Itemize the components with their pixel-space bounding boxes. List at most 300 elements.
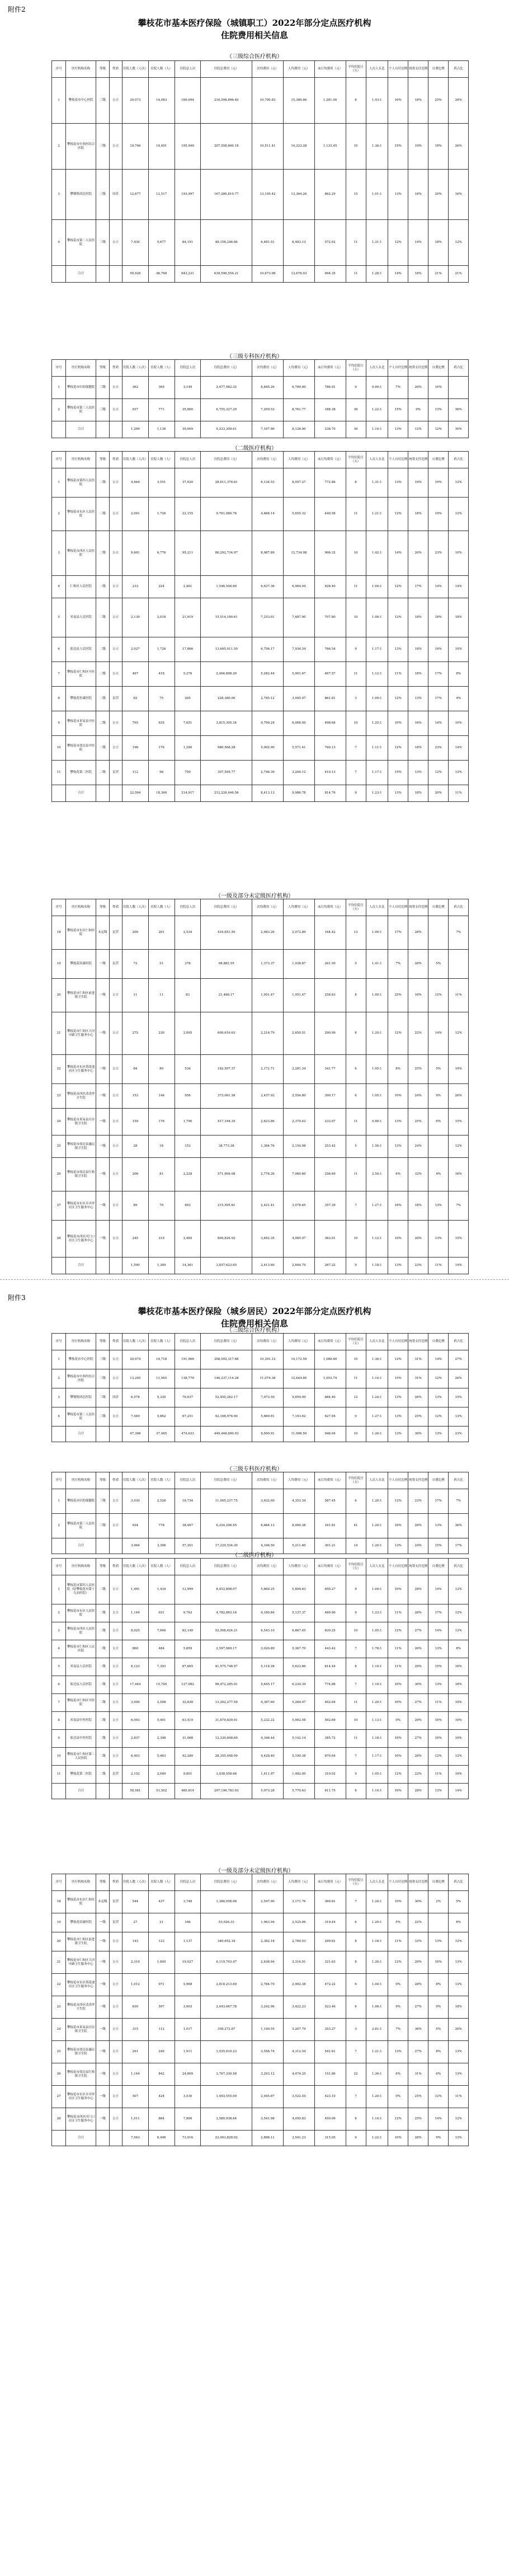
- table-cell: 21,466.17: [201, 979, 252, 1012]
- table-cell: 9: [346, 1257, 366, 1274]
- column-header: 住院人数（人次）: [122, 61, 148, 78]
- table-cell: 13%: [388, 2041, 408, 2063]
- column-header: 住院总人次: [175, 1472, 201, 1489]
- table-cell: 10%: [428, 1712, 449, 1730]
- table-cell: 7: [346, 1191, 366, 1221]
- table-row: [52, 1640, 469, 1658]
- table-cell: 2,018: [148, 598, 175, 637]
- table-cell: 公立: [109, 1084, 122, 1109]
- column-header: 药占比: [449, 452, 469, 468]
- table-cell: 10: [346, 598, 366, 637]
- table-cell: 321.63: [314, 1951, 346, 1974]
- table-cell: 12%: [388, 220, 408, 266]
- column-header: 住院人数（人次）: [122, 452, 148, 468]
- table-cell: 25%: [408, 1407, 428, 1427]
- table-cell: 83: [175, 979, 201, 1012]
- table-cell: 467: [122, 662, 148, 687]
- table-cell: 攀枝花恒康医院: [66, 687, 96, 711]
- table-cell: 13%: [449, 1951, 469, 1974]
- table-cell: 三级: [96, 78, 109, 124]
- column-header: 住院总费用（元）: [201, 1874, 252, 1891]
- table-cell: 12%: [388, 1350, 408, 1369]
- table-cell: 17,229,534.30: [201, 1538, 252, 1554]
- table-cell: 11%: [388, 1640, 408, 1658]
- table-cell: 13%: [449, 2041, 469, 2063]
- table-cell: 攀枝花市盐边县红格镇卫生院: [66, 1158, 96, 1191]
- table-cell: 46,768: [148, 266, 175, 283]
- column-header: 住院人数（人次）: [122, 1334, 148, 1350]
- table-cell: 8,987.89: [252, 531, 284, 576]
- table-cell: 8%: [449, 1913, 469, 1932]
- table-cell: 攀枝花市西区清香坪卫生院: [66, 1084, 96, 1109]
- table-cell: 4,664: [122, 468, 148, 498]
- table-cell: 9,763: [175, 1604, 201, 1622]
- column-header: 个人自付比例: [388, 1874, 408, 1891]
- table-cell: 5,232.22: [252, 1712, 284, 1730]
- table-cell: 公立: [109, 1369, 122, 1388]
- table-row: [52, 1084, 469, 1109]
- column-header: 自费比例: [428, 899, 449, 916]
- table-cell: 357.39: [314, 1191, 346, 1221]
- column-header: 床日均费用（元）: [314, 1874, 346, 1891]
- page-annex-2: [0, 0, 509, 1276]
- annex-label: 附件2: [8, 6, 26, 13]
- table-cell: 19%: [428, 498, 449, 531]
- table-cell: 3,632.09: [252, 1489, 284, 1514]
- table-cell: 28%: [408, 1748, 428, 1766]
- table-cell: 4: [52, 576, 66, 598]
- table-cell: 一级: [96, 2019, 109, 2041]
- table-cell: 1.20:1: [366, 1694, 388, 1712]
- table-cell: 14,323.28: [283, 124, 314, 170]
- table-cell: [449, 950, 469, 979]
- table-cell: 6,756.17: [252, 637, 284, 662]
- table-cell: 公立: [109, 736, 122, 761]
- table-cell: [96, 2131, 109, 2146]
- table-cell: 1.36:1: [366, 2063, 388, 2086]
- table-cell: 17%: [428, 1604, 449, 1622]
- table-cell: 12%: [388, 1489, 408, 1514]
- section-label-primary-unrated: （一级及部分未定级医疗机构）: [215, 893, 294, 899]
- column-header: 床日均费用（元）: [314, 61, 346, 78]
- table-cell: 7%: [388, 950, 408, 979]
- table-cell: 485,814: [175, 1784, 201, 1799]
- table-cell: 2,228: [175, 1158, 201, 1191]
- column-header: 床日均费用（元）: [314, 1472, 346, 1489]
- table-cell: 13%: [428, 1932, 449, 1951]
- table-cell: 7: [52, 1694, 66, 1712]
- table-cell: 2,437.92: [252, 1084, 284, 1109]
- table-cell: 28%: [408, 1604, 428, 1622]
- table-cell: 12%: [449, 1135, 469, 1158]
- table-cell: 4,387.60: [252, 1694, 284, 1712]
- table-cell: 7,973.59: [252, 1388, 284, 1407]
- table-cell: 25: [52, 2041, 66, 2063]
- table-cell: 2,844.79: [283, 1257, 314, 1274]
- table-cell: 19,027: [175, 1951, 201, 1974]
- column-header: 个人自付比例: [388, 61, 408, 78]
- table-cell: 19%: [428, 637, 449, 662]
- table-cell: 24: [52, 1109, 66, 1135]
- table-cell: 17%: [428, 662, 449, 687]
- table-cell: 一级: [96, 1951, 109, 1974]
- table-cell: 214,917: [175, 785, 201, 802]
- table-cell: 5,073.28: [252, 1784, 284, 1799]
- table-cell: 公立: [109, 1350, 122, 1369]
- table-cell: 18%: [428, 598, 449, 637]
- table-cell: 373,001.38: [201, 1084, 252, 1109]
- table-cell: 191,966: [175, 1350, 201, 1369]
- table-cell: 5,264.07: [283, 1694, 314, 1712]
- table-cell: 7%: [449, 1191, 469, 1221]
- column-header: 性质: [109, 1559, 122, 1575]
- table-cell: 9: [346, 1575, 366, 1604]
- table-cell: 2,769.53: [283, 1932, 314, 1951]
- table-cell: 公立: [109, 468, 122, 498]
- table-row: [52, 1932, 469, 1951]
- table-cell: 民营: [109, 687, 122, 711]
- table-cell: 38,773.38: [201, 1135, 252, 1158]
- table-cell: 127,082: [175, 1676, 201, 1694]
- table-cell: 5,902.58: [283, 1712, 314, 1730]
- table-cell: 7,449: [122, 1407, 148, 1427]
- table-cell: 639,596,554.21: [201, 266, 252, 283]
- table-row: [52, 124, 469, 170]
- table-cell: 1,482.95: [283, 1766, 314, 1784]
- table-cell: 国企: [109, 1388, 122, 1407]
- table-cell: 310.02: [314, 1766, 346, 1784]
- table-cell: 6%: [428, 2063, 449, 2086]
- table-cell: 二级: [96, 598, 109, 637]
- table-cell: 10%: [388, 1748, 408, 1766]
- table-cell: 3: [52, 170, 66, 220]
- table-row: [52, 220, 469, 266]
- table-row: [52, 2108, 469, 2131]
- table-cell: 15%: [449, 1388, 469, 1407]
- table-cell: 5,645.17: [252, 1676, 284, 1694]
- table-cell: 18%: [449, 598, 469, 637]
- table-cell: 6,234.39: [283, 1676, 314, 1694]
- table-cell: 三级: [96, 1407, 109, 1427]
- table-cell: 13,205: [122, 1369, 148, 1388]
- table-cell: 22%: [408, 1913, 428, 1932]
- table-cell: 315: [122, 2019, 148, 2041]
- table-cell: 18%: [408, 736, 428, 761]
- table-cell: 12%: [388, 1951, 408, 1974]
- table-cell: 3,551: [148, 468, 175, 498]
- table-cell: 22%: [408, 1766, 428, 1784]
- table-cell: 860: [122, 1640, 148, 1658]
- table-cell: 13%: [449, 2131, 469, 2146]
- table-cell: 三级: [96, 1514, 109, 1538]
- table-cell: 12%: [388, 1766, 408, 1784]
- table-cell: [96, 1427, 109, 1442]
- table-cell: 28%: [408, 950, 428, 979]
- table-cell: 公立: [109, 1932, 122, 1951]
- table-cell: 二级: [96, 1640, 109, 1658]
- table-cell: 10,391.12: [252, 1350, 284, 1369]
- column-header: 药占比: [449, 360, 469, 377]
- table-cell: 2,818,213.69: [201, 1974, 252, 1996]
- table-row: [52, 736, 469, 761]
- table-cell: 2.54:1: [366, 1158, 388, 1191]
- table-cell: 25%: [408, 2108, 428, 2131]
- table-cell: 2,154.08: [283, 1135, 314, 1158]
- table-cell: 19%: [408, 468, 428, 498]
- table-cell: 1.05:1: [366, 1055, 388, 1084]
- table-cell: 5,276: [175, 662, 201, 687]
- table-cell: 18%: [449, 1996, 469, 2019]
- table-cell: 9%: [388, 1974, 408, 1996]
- column-header: 医疗机构名称: [66, 1874, 96, 1891]
- column-header: 住院总人次: [175, 61, 201, 78]
- table-cell: 24%: [408, 1084, 428, 1109]
- column-header: 住院总人次: [175, 1334, 201, 1350]
- table-tertiary-specialty: [51, 1472, 469, 1554]
- table-cell: 1,012: [122, 1974, 148, 1996]
- table-cell: 261.59: [314, 950, 346, 979]
- table-cell: 27: [52, 1191, 66, 1221]
- table-cell: 15: [346, 170, 366, 220]
- table-cell: 2,139: [122, 598, 148, 637]
- table-cell: 3,580,938.64: [201, 2108, 252, 2131]
- table-cell: 31%: [408, 2063, 428, 2086]
- table-cell: 236.70: [314, 421, 346, 438]
- table-cell: 57,201: [175, 1538, 201, 1554]
- table-cell: 3,204.12: [283, 761, 314, 785]
- title-line-2: 住院费用相关信息: [220, 1319, 288, 1329]
- table-cell: 12%: [388, 736, 408, 761]
- column-header: 性质: [109, 360, 122, 377]
- table-cell: 1.05:1: [366, 1766, 388, 1784]
- table-cell: 76,637: [175, 1388, 201, 1407]
- table-row: [52, 1996, 469, 2019]
- table-cell: 17%: [449, 1538, 469, 1554]
- table-row: [52, 1369, 469, 1388]
- table-total-row: [52, 421, 469, 438]
- column-header: 等级: [96, 61, 109, 78]
- table-cell: 14%: [428, 711, 449, 736]
- table-cell: 1: [52, 468, 66, 498]
- column-header: 住院人数（人次）: [122, 1559, 148, 1575]
- table-cell: 98,472,285.91: [201, 1676, 252, 1694]
- table-cell: 11: [346, 1730, 366, 1748]
- table-cell: 956: [175, 1084, 201, 1109]
- table-cell: 5,770.63: [283, 1784, 314, 1799]
- table-cell: 639.25: [314, 1622, 346, 1640]
- table-cell: 10%: [428, 1951, 449, 1974]
- table-cell: 1.13:1: [366, 1712, 388, 1730]
- table-cell: 1,299: [122, 421, 148, 438]
- table-row: [52, 2086, 469, 2108]
- table-cell: 10%: [388, 1784, 408, 1799]
- table-cell: 13,364.26: [283, 170, 314, 220]
- column-header: 统筹支付比例: [408, 61, 428, 78]
- table-cell: 12%: [449, 2108, 469, 2131]
- table-cell: 1.10:1: [366, 1658, 388, 1676]
- table-cell: 16%: [388, 78, 408, 124]
- table-cell: 31,879,839.91: [201, 1712, 252, 1730]
- table-cell: 10: [346, 1427, 366, 1442]
- section-label-tertiary-specialty: （三级专科医疗机构）: [227, 354, 282, 360]
- table-cell: 440.58: [314, 498, 346, 531]
- table-cell: 公立: [109, 2041, 122, 2063]
- table-cell: 6: [346, 1974, 366, 1996]
- table-cell: 6,093: [122, 1712, 148, 1730]
- table-cell: 二级: [96, 1712, 109, 1730]
- table-cell: 12%: [388, 687, 408, 711]
- table-cell: 1,137: [175, 1932, 201, 1951]
- table-cell: 3,293.12: [252, 2063, 284, 2086]
- table-cell: 12%: [408, 421, 428, 438]
- table-cell: 8: [346, 979, 366, 1012]
- table-cell: 5,862: [148, 1407, 175, 1427]
- table-cell: 5,571.41: [283, 736, 314, 761]
- table-cell: 攀枝花市仁和区中医院: [66, 1694, 96, 1712]
- table-cell: 米易县中医医院: [66, 1712, 96, 1730]
- table-cell: 25%: [408, 1109, 428, 1135]
- table-cell: 6,755,327.29: [201, 399, 252, 421]
- table-cell: 9%: [388, 2086, 408, 2108]
- table-cell: 公立: [109, 1951, 122, 1974]
- table-cell: 2,465: [175, 1221, 201, 1257]
- table-cell: 23%: [408, 1489, 428, 1514]
- table-cell: 8,057.27: [283, 468, 314, 498]
- table-cell: 6,481.51: [252, 220, 284, 266]
- table-cell: 12,330,848.69: [201, 1730, 252, 1748]
- table-cell: 36%: [449, 1514, 469, 1538]
- table-cell: 4,050.83: [283, 2108, 314, 2131]
- table-row: [52, 1951, 469, 1974]
- table-cell: 12%: [388, 576, 408, 598]
- table-cell: 14,172.59: [283, 1350, 314, 1369]
- section-label-tertiary-general: （三级综合医疗机构）: [227, 1327, 282, 1334]
- table-cell: 6,637.36: [252, 576, 284, 598]
- table-cell: 146: [148, 1084, 175, 1109]
- table-cell: 9: [346, 377, 366, 399]
- table-cell: 37,465: [148, 1427, 175, 1442]
- table-row: [52, 1489, 469, 1514]
- table-cell: 3,964: [122, 1538, 148, 1554]
- table-cell: 541.61: [314, 2041, 346, 2063]
- table-cell: 1,017: [175, 2019, 201, 2041]
- column-header: 医疗机构名称: [66, 1559, 96, 1575]
- table-cell: 公立: [109, 498, 122, 531]
- table-cell: 572.02: [314, 220, 346, 266]
- table-cell: 4,353.34: [283, 1489, 314, 1514]
- table-cell: [109, 421, 122, 438]
- table-cell: 1,053.74: [314, 1369, 346, 1388]
- table-row: [52, 1191, 469, 1221]
- table-cell: 3,038,558.66: [201, 1766, 252, 1784]
- column-header: 医疗机构名称: [66, 61, 96, 78]
- table-cell: 10%: [388, 1676, 408, 1694]
- table-cell: 公立: [109, 531, 122, 576]
- table-cell: 47,306: [122, 1427, 148, 1442]
- table-cell: 161.81: [314, 1514, 346, 1538]
- table-cell: 10%: [449, 1766, 469, 1784]
- table-cell: 934: [122, 1514, 148, 1538]
- table-cell: 5,894.63: [283, 1575, 314, 1604]
- table-cell: 10: [346, 124, 366, 170]
- column-header: 住院人数（人）: [148, 899, 175, 916]
- table-cell: 2,837: [122, 1730, 148, 1748]
- table-cell: 1,491: [122, 1575, 148, 1604]
- column-header: 序号: [52, 452, 66, 468]
- table-cell: 299.61: [314, 1932, 346, 1951]
- table-cell: 26%: [408, 1514, 428, 1538]
- table-cell: 3,242.96: [252, 1996, 284, 2019]
- table-cell: 1.20:1: [366, 1489, 388, 1514]
- table-header-row: [52, 1874, 469, 1891]
- table-cell: 4: [52, 1407, 66, 1427]
- table-cell: [96, 421, 109, 438]
- table-cell: 14%: [449, 736, 469, 761]
- column-header: 药占比: [449, 1472, 469, 1489]
- table-cell: 6,789.00: [283, 377, 314, 399]
- table-cell: 12%: [428, 1369, 449, 1388]
- table-cell: 786.91: [314, 377, 346, 399]
- table-cell: 9%: [408, 399, 428, 421]
- table-cell: 1.04:1: [366, 576, 388, 598]
- table-cell: 67,251: [175, 1407, 201, 1427]
- table-cell: 11: [346, 220, 366, 266]
- column-header: 住院总费用（元）: [201, 1472, 252, 1489]
- table-cell: 9%: [428, 1084, 449, 1109]
- table-cell: 301.21: [314, 1538, 346, 1554]
- table-cell: 32,838: [175, 1694, 201, 1712]
- table-cell: 24,809: [175, 2063, 201, 2086]
- table-cell: 365: [148, 377, 175, 399]
- column-header: 次均费用（元）: [252, 61, 284, 78]
- table-cell: [52, 1784, 66, 1799]
- table-cell: 0.90:1: [366, 1109, 388, 1135]
- column-header: 个人自付比例: [388, 1472, 408, 1489]
- table-cell: 275: [122, 1012, 148, 1055]
- table-cell: 9%: [428, 2131, 449, 2146]
- table-cell: 13%: [388, 468, 408, 498]
- table-cell: 8: [346, 1951, 366, 1974]
- table-cell: 7,800: [175, 2108, 201, 2131]
- column-header: 自费比例: [428, 1874, 449, 1891]
- table-cell: 18%: [449, 1676, 469, 1694]
- table-cell: 906.32: [314, 531, 346, 576]
- table-cell: 10%: [388, 1694, 408, 1712]
- table-cell: 112: [148, 2019, 175, 2041]
- table-cell: 一级: [96, 1932, 109, 1951]
- table-cell: 9%: [388, 1996, 408, 2019]
- table-cell: 1,386,058.06: [201, 1891, 252, 1913]
- table-cell: 12%: [449, 1748, 469, 1766]
- table-cell: 10%: [388, 1084, 408, 1109]
- table-cell: 未定级: [96, 1891, 109, 1913]
- column-header: 住院人数（人）: [148, 1334, 175, 1350]
- table-cell: 18%: [408, 785, 428, 802]
- table-cell: [428, 1135, 449, 1158]
- table-header-row: [52, 452, 469, 468]
- table-cell: 8,128.00: [283, 421, 314, 438]
- table-cell: 攀枝花市东区仁和医院: [66, 916, 96, 950]
- table-cell: 1: [52, 78, 66, 124]
- table-cell: 20%: [408, 377, 428, 399]
- table-cell: 三级: [96, 1388, 109, 1407]
- table-cell: 公立: [109, 2063, 122, 2086]
- table-cell: 23%: [408, 1257, 428, 1274]
- table-cell: 10,511.41: [252, 124, 284, 170]
- table-cell: 二级: [96, 761, 109, 785]
- table-cell: 公立: [109, 1109, 122, 1135]
- table-cell: 2: [52, 399, 66, 421]
